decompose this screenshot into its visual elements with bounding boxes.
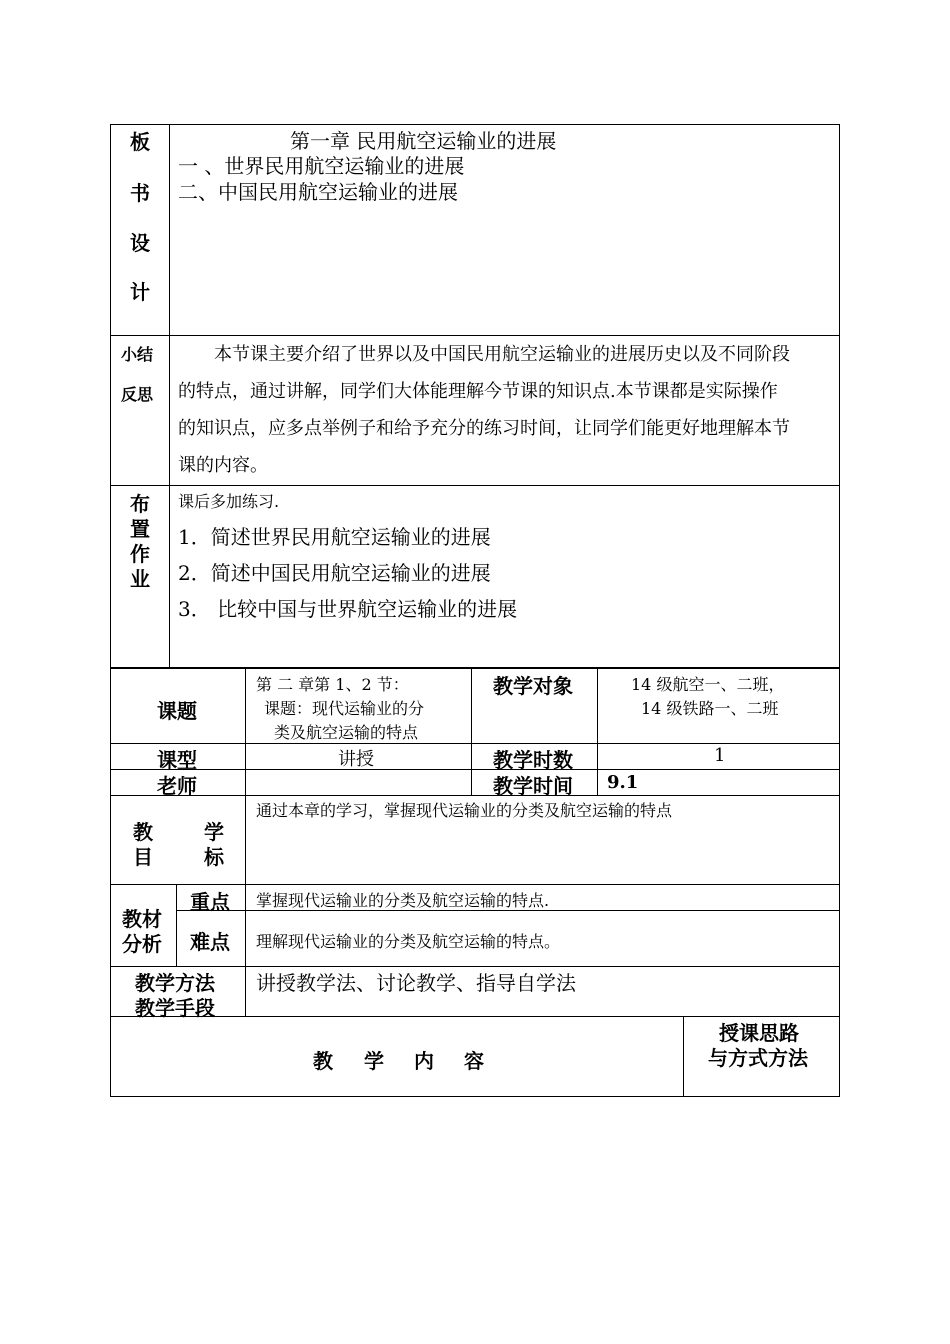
board-chapter-title: 第一章 民用航空运输业的进展 xyxy=(290,129,557,153)
goals-label-2b: 标 xyxy=(204,845,224,869)
content-label-char-4: 容 xyxy=(464,1049,484,1073)
board-table-row-line-1 xyxy=(110,335,840,336)
content-side-line-1: 授课思路 xyxy=(719,1021,799,1045)
topic-line-2: 课题：现代运输业的分 xyxy=(264,699,425,718)
board-label-char-2: 书 xyxy=(130,181,150,205)
homework-item-1: 1．简述世界民用航空运输业的进展 xyxy=(178,525,491,549)
lesson-col-line-3 xyxy=(597,668,598,795)
difficulty-label: 难点 xyxy=(190,930,230,954)
topic-line-3: 类及航空运输的特点 xyxy=(274,723,419,742)
methods-label-1: 教学方法 xyxy=(135,971,215,995)
goals-text: 通过本章的学习，掌握现代运输业的分类及航空运输的特点 xyxy=(256,801,673,820)
topic-label: 课题 xyxy=(157,699,197,723)
content-label-char-1: 教 xyxy=(313,1049,333,1073)
topic-line-1: 第 二 章第 1、2 节： xyxy=(256,675,409,694)
summary-line-4: 课的内容。 xyxy=(178,455,268,476)
board-label-char-4: 计 xyxy=(130,280,150,304)
target-label: 教学对象 xyxy=(493,674,573,698)
goals-label-1a: 教 xyxy=(133,820,153,844)
summary-line-2: 的特点，通过讲解，同学们大体能理解今节课的知识点.本节课都是实际操作 xyxy=(178,381,778,402)
lesson-col-line-1 xyxy=(245,668,246,1016)
key-label: 重点 xyxy=(190,890,230,914)
board-item-1: 一 、世界民用航空运输业的进展 xyxy=(178,154,465,178)
methods-text: 讲授教学法、讨论教学、指导自学法 xyxy=(256,971,576,995)
time-value: 9.1 xyxy=(607,772,639,793)
analysis-label-2: 分析 xyxy=(122,932,162,956)
summary-line-1: 本节课主要介绍了世界以及中国民用航空运输业的进展历史以及不同阶段 xyxy=(214,344,790,365)
goals-label-2a: 目 xyxy=(133,845,153,869)
goals-label-1b: 学 xyxy=(204,820,224,844)
board-label-char-3: 设 xyxy=(130,231,150,255)
methods-label-2: 教学手段 xyxy=(135,996,215,1020)
target-line-1: 14 级航空一、二班， xyxy=(631,675,785,694)
board-table-row-line-2 xyxy=(110,485,840,486)
homework-intro: 课后多加练习. xyxy=(178,492,280,511)
board-label-char-1: 板 xyxy=(130,130,150,154)
analysis-label-1: 教材 xyxy=(122,907,162,931)
lesson-col-line-5 xyxy=(683,1016,684,1097)
teacher-label: 老师 xyxy=(157,774,197,798)
homework-label-char-1: 布 xyxy=(130,492,150,516)
content-side-line-2: 与方式方法 xyxy=(708,1046,808,1070)
summary-label-line-2: 反思 xyxy=(121,385,154,404)
difficulty-text: 理解现代运输业的分类及航空运输的特点。 xyxy=(256,932,561,951)
content-label-char-3: 内 xyxy=(414,1049,434,1073)
content-label-char-2: 学 xyxy=(364,1049,384,1073)
key-text: 掌握现代运输业的分类及航空运输的特点. xyxy=(256,891,550,910)
target-line-2: 14 级铁路一、二班 xyxy=(641,699,779,718)
lesson-row-line-4 xyxy=(110,884,840,885)
summary-label-line-1: 小结 xyxy=(121,345,154,364)
lesson-col-line-4 xyxy=(176,884,177,966)
lesson-col-line-2 xyxy=(471,668,472,795)
type-value: 讲授 xyxy=(338,749,374,770)
homework-label-char-4: 业 xyxy=(130,567,150,591)
homework-label-char-2: 置 xyxy=(130,517,150,541)
lesson-row-line-1 xyxy=(110,743,840,744)
time-label: 教学时间 xyxy=(493,774,573,798)
hours-label: 教学时数 xyxy=(493,748,573,772)
lesson-row-line-2 xyxy=(110,769,840,770)
type-label: 课型 xyxy=(157,748,197,772)
summary-line-3: 的知识点，应多点举例子和给予充分的练习时间，让同学们能更好地理解本节 xyxy=(178,418,790,439)
homework-item-3: 3． 比较中国与世界航空运输业的进展 xyxy=(178,597,518,621)
homework-label-char-3: 作 xyxy=(130,542,150,566)
hours-value: 1 xyxy=(714,745,726,766)
lesson-row-line-3 xyxy=(110,795,840,796)
homework-item-2: 2．简述中国民用航空运输业的进展 xyxy=(178,561,491,585)
board-table-divider xyxy=(169,124,170,668)
board-item-2: 二、中国民用航空运输业的进展 xyxy=(178,180,458,204)
